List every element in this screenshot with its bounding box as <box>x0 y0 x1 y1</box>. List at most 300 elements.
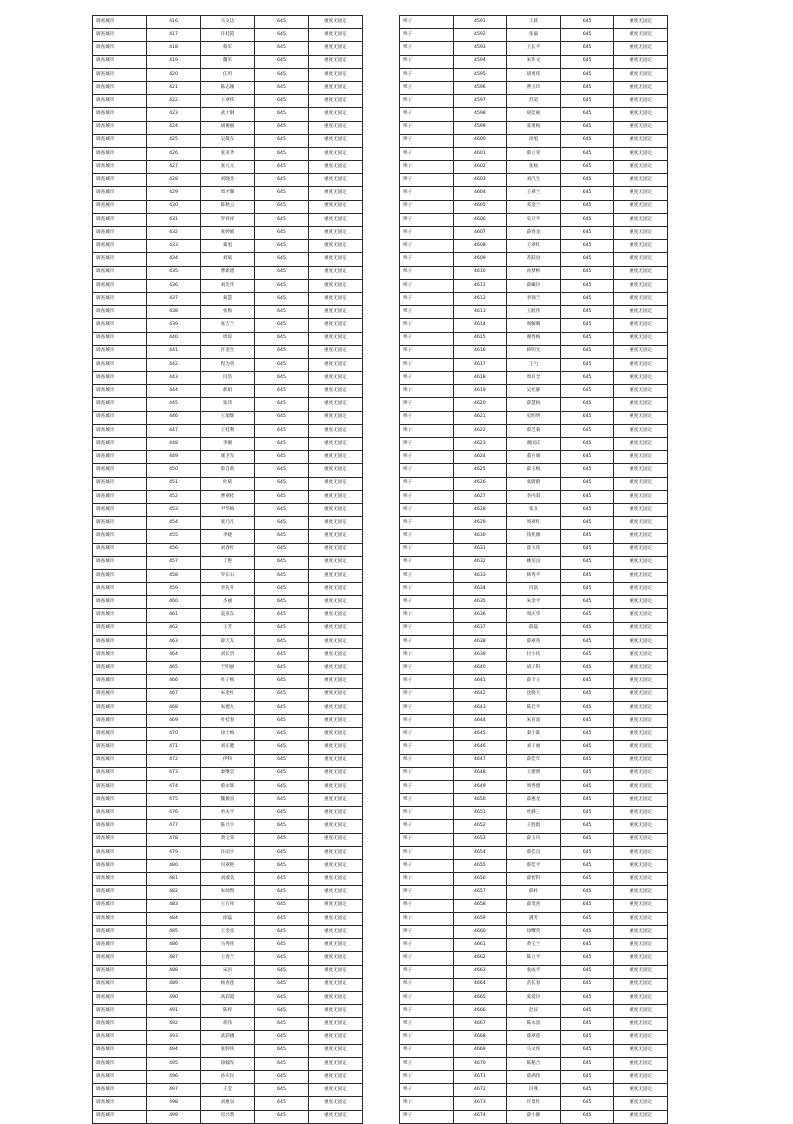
table-row <box>400 266 668 279</box>
region-cell: 调查城市 <box>93 991 147 1004</box>
region-cell: 埠子 <box>400 807 454 820</box>
amount-cell: 645 <box>255 95 309 108</box>
category-cell: 重度无固定 <box>614 1057 668 1070</box>
table-row <box>93 701 363 714</box>
category-cell: 重度无固定 <box>614 42 668 55</box>
table-row <box>93 68 363 81</box>
index-cell: 4636 <box>453 609 507 622</box>
index-cell: 4602 <box>453 161 507 174</box>
amount-cell: 645 <box>560 1110 614 1123</box>
name-cell: 王瑞辉 <box>201 411 255 424</box>
category-cell: 重度无固定 <box>309 1005 363 1018</box>
category-cell: 重度无固定 <box>309 714 363 727</box>
index-cell: 457 <box>147 556 201 569</box>
table-row <box>400 886 668 899</box>
table-row <box>400 649 668 662</box>
index-cell: 4637 <box>453 622 507 635</box>
index-cell: 4608 <box>453 240 507 253</box>
amount-cell: 645 <box>255 424 309 437</box>
amount-cell: 645 <box>560 108 614 121</box>
amount-cell: 645 <box>255 1018 309 1031</box>
region-cell: 埠子 <box>400 477 454 490</box>
category-cell: 重度无固定 <box>309 29 363 42</box>
category-cell: 重度无固定 <box>309 1097 363 1110</box>
name-cell: 刘汽生 <box>507 174 561 187</box>
region-cell: 埠子 <box>400 939 454 952</box>
name-cell: 周琼 <box>201 332 255 345</box>
category-cell: 重度无固定 <box>309 556 363 569</box>
category-cell: 重度无固定 <box>309 345 363 358</box>
table-row <box>93 121 363 134</box>
region-cell: 调查城市 <box>93 398 147 411</box>
table-row <box>400 517 668 530</box>
region-cell: 埠子 <box>400 372 454 385</box>
category-cell: 重度无固定 <box>309 543 363 556</box>
table-row <box>93 965 363 978</box>
index-cell: 4612 <box>453 292 507 305</box>
category-cell: 重度无固定 <box>309 68 363 81</box>
name-cell: 王桂利 <box>201 424 255 437</box>
amount-cell: 645 <box>560 411 614 424</box>
region-cell: 埠子 <box>400 649 454 662</box>
amount-cell: 645 <box>560 517 614 530</box>
amount-cell: 645 <box>255 147 309 160</box>
amount-cell: 645 <box>560 451 614 464</box>
amount-cell: 645 <box>255 240 309 253</box>
amount-cell: 645 <box>560 1044 614 1057</box>
index-cell: 4621 <box>453 411 507 424</box>
index-cell: 477 <box>147 820 201 833</box>
region-cell: 调查城市 <box>93 1097 147 1110</box>
category-cell: 重度无固定 <box>614 279 668 292</box>
amount-cell: 645 <box>560 754 614 767</box>
name-cell: 王万祥 <box>201 899 255 912</box>
amount-cell: 645 <box>560 477 614 490</box>
name-cell: 张玮 <box>201 398 255 411</box>
region-cell: 埠子 <box>400 530 454 543</box>
index-cell: 474 <box>147 780 201 793</box>
index-cell: 424 <box>147 121 201 134</box>
region-cell: 埠子 <box>400 187 454 200</box>
index-cell: 496 <box>147 1071 201 1084</box>
table-row <box>400 622 668 635</box>
region-cell: 调查城市 <box>93 55 147 68</box>
amount-cell: 645 <box>255 464 309 477</box>
category-cell: 重度无固定 <box>614 714 668 727</box>
amount-cell: 645 <box>560 227 614 240</box>
amount-cell: 645 <box>560 741 614 754</box>
category-cell: 重度无固定 <box>614 372 668 385</box>
amount-cell: 645 <box>255 939 309 952</box>
table-row <box>400 95 668 108</box>
table-row <box>400 807 668 820</box>
region-cell: 调查城市 <box>93 451 147 464</box>
amount-cell: 645 <box>255 385 309 398</box>
table-row <box>400 187 668 200</box>
category-cell: 重度无固定 <box>614 1031 668 1044</box>
index-cell: 4634 <box>453 583 507 596</box>
region-cell: 埠子 <box>400 306 454 319</box>
region-cell: 调查城市 <box>93 411 147 424</box>
amount-cell: 645 <box>255 649 309 662</box>
index-cell: 450 <box>147 464 201 477</box>
region-cell: 调查城市 <box>93 965 147 978</box>
category-cell: 重度无固定 <box>614 741 668 754</box>
amount-cell: 645 <box>255 332 309 345</box>
amount-cell: 645 <box>560 187 614 200</box>
table-row <box>93 398 363 411</box>
name-cell: 马秀侠 <box>201 939 255 952</box>
table-row <box>400 68 668 81</box>
table-row <box>93 240 363 253</box>
table-row <box>93 200 363 213</box>
amount-cell: 645 <box>560 490 614 503</box>
category-cell: 重度无固定 <box>614 688 668 701</box>
index-cell: 468 <box>147 701 201 714</box>
table-row <box>93 95 363 108</box>
table-row <box>93 622 363 635</box>
region-cell: 埠子 <box>400 688 454 701</box>
region-cell: 调查城市 <box>93 358 147 371</box>
table-row <box>93 741 363 754</box>
table-row <box>93 833 363 846</box>
name-cell: 刘春红 <box>201 543 255 556</box>
name-cell: 刘长贵 <box>201 649 255 662</box>
region-cell: 调查城市 <box>93 266 147 279</box>
table-row <box>400 1071 668 1084</box>
region-cell: 埠子 <box>400 108 454 121</box>
index-cell: 491 <box>147 1005 201 1018</box>
amount-cell: 645 <box>255 319 309 332</box>
region-cell: 调查城市 <box>93 16 147 29</box>
table-row <box>400 991 668 1004</box>
index-cell: 498 <box>147 1097 201 1110</box>
region-cell: 调查城市 <box>93 385 147 398</box>
table-row <box>400 794 668 807</box>
region-cell: 调查城市 <box>93 688 147 701</box>
index-cell: 4620 <box>453 398 507 411</box>
category-cell: 重度无固定 <box>614 675 668 688</box>
name-cell: 苏道 <box>507 95 561 108</box>
region-cell: 埠子 <box>400 29 454 42</box>
name-cell: 丁艳 <box>201 556 255 569</box>
region-cell: 调查城市 <box>93 939 147 952</box>
name-cell: 朱金红 <box>201 688 255 701</box>
index-cell: 488 <box>147 965 201 978</box>
name-cell: 李先升 <box>201 583 255 596</box>
region-cell: 埠子 <box>400 1031 454 1044</box>
name-cell: 叶桂春 <box>201 714 255 727</box>
name-cell: 孙庆民 <box>201 1071 255 1084</box>
index-cell: 490 <box>147 991 201 1004</box>
amount-cell: 645 <box>560 1031 614 1044</box>
region-cell: 调查城市 <box>93 978 147 991</box>
category-cell: 重度无固定 <box>309 240 363 253</box>
region-cell: 埠子 <box>400 1044 454 1057</box>
category-cell: 重度无固定 <box>614 16 668 29</box>
amount-cell: 645 <box>560 1057 614 1070</box>
index-cell: 4623 <box>453 438 507 451</box>
category-cell: 重度无固定 <box>614 807 668 820</box>
name-cell: 杨春莲 <box>201 978 255 991</box>
amount-cell: 645 <box>255 200 309 213</box>
category-cell: 重度无固定 <box>309 530 363 543</box>
name-cell: 袁亚东 <box>201 609 255 622</box>
name-cell: 徐曙英 <box>507 925 561 938</box>
index-cell: 4672 <box>453 1084 507 1097</box>
category-cell: 重度无固定 <box>614 81 668 94</box>
region-cell: 调查城市 <box>93 1031 147 1044</box>
index-cell: 493 <box>147 1031 201 1044</box>
category-cell: 重度无固定 <box>614 754 668 767</box>
table-row <box>400 253 668 266</box>
amount-cell: 645 <box>560 121 614 134</box>
region-cell: 埠子 <box>400 345 454 358</box>
index-cell: 4597 <box>453 95 507 108</box>
amount-cell: 645 <box>255 662 309 675</box>
name-cell: 尹华梅 <box>201 503 255 516</box>
index-cell: 4610 <box>453 266 507 279</box>
index-cell: 4665 <box>453 991 507 1004</box>
name-cell: 王长平 <box>507 42 561 55</box>
table-row <box>93 1005 363 1018</box>
name-cell: 曹玉玲 <box>507 81 561 94</box>
index-cell: 4629 <box>453 517 507 530</box>
amount-cell: 645 <box>560 899 614 912</box>
index-cell: 428 <box>147 174 201 187</box>
name-cell: 张蔚蔚 <box>507 477 561 490</box>
category-cell: 重度无固定 <box>614 1044 668 1057</box>
name-cell: 叶子梅 <box>201 675 255 688</box>
amount-cell: 645 <box>255 213 309 226</box>
index-cell: 4600 <box>453 134 507 147</box>
amount-cell: 645 <box>255 820 309 833</box>
name-cell: 薛惠龙 <box>507 794 561 807</box>
amount-cell: 645 <box>255 451 309 464</box>
index-cell: 4595 <box>453 68 507 81</box>
name-cell: 王翠红 <box>507 240 561 253</box>
table-row <box>400 398 668 411</box>
amount-cell: 645 <box>255 174 309 187</box>
region-cell: 埠子 <box>400 253 454 266</box>
category-cell: 重度无固定 <box>309 385 363 398</box>
region-cell: 埠子 <box>400 846 454 859</box>
category-cell: 重度无固定 <box>309 490 363 503</box>
amount-cell: 645 <box>560 794 614 807</box>
amount-cell: 645 <box>255 1110 309 1123</box>
name-cell: 薛翠英 <box>507 635 561 648</box>
region-cell: 埠子 <box>400 860 454 873</box>
amount-cell: 645 <box>560 464 614 477</box>
name-cell: 陈志刚 <box>201 81 255 94</box>
category-cell: 重度无固定 <box>309 675 363 688</box>
name-cell: 胡子科 <box>507 662 561 675</box>
region-cell: 埠子 <box>400 517 454 530</box>
region-cell: 埠子 <box>400 411 454 424</box>
name-cell: 刘淑美 <box>201 873 255 886</box>
index-cell: 484 <box>147 912 201 925</box>
category-cell: 重度无固定 <box>309 780 363 793</box>
amount-cell: 645 <box>560 213 614 226</box>
category-cell: 重度无固定 <box>614 1097 668 1110</box>
amount-cell: 645 <box>255 714 309 727</box>
category-cell: 重度无固定 <box>614 952 668 965</box>
table-row <box>93 1044 363 1057</box>
amount-cell: 645 <box>255 134 309 147</box>
name-cell: 蔡佳平 <box>507 860 561 873</box>
name-cell: 马文达 <box>201 16 255 29</box>
index-cell: 427 <box>147 161 201 174</box>
region-cell: 埠子 <box>400 292 454 305</box>
category-cell: 重度无固定 <box>309 438 363 451</box>
category-cell: 重度无固定 <box>614 174 668 187</box>
category-cell: 重度无固定 <box>309 253 363 266</box>
region-cell: 埠子 <box>400 200 454 213</box>
region-cell: 调查城市 <box>93 253 147 266</box>
table-row <box>400 358 668 371</box>
table-row <box>400 42 668 55</box>
table-row <box>400 134 668 147</box>
index-cell: 4614 <box>453 319 507 332</box>
name-cell: 刘晓杰 <box>201 174 255 187</box>
amount-cell: 645 <box>560 292 614 305</box>
amount-cell: 645 <box>255 952 309 965</box>
category-cell: 重度无固定 <box>614 200 668 213</box>
category-cell: 重度无固定 <box>309 187 363 200</box>
region-cell: 埠子 <box>400 398 454 411</box>
index-cell: 4633 <box>453 569 507 582</box>
category-cell: 重度无固定 <box>614 1084 668 1097</box>
category-cell: 重度无固定 <box>614 622 668 635</box>
name-cell: 周翠红 <box>507 517 561 530</box>
table-row <box>400 385 668 398</box>
table-row <box>400 503 668 516</box>
amount-cell: 645 <box>560 543 614 556</box>
index-cell: 4596 <box>453 81 507 94</box>
region-cell: 调查城市 <box>93 438 147 451</box>
name-cell: 赵艮 <box>507 1005 561 1018</box>
table-row <box>93 147 363 160</box>
amount-cell: 645 <box>255 991 309 1004</box>
amount-cell: 645 <box>255 846 309 859</box>
index-cell: 472 <box>147 754 201 767</box>
index-cell: 439 <box>147 319 201 332</box>
region-cell: 调查城市 <box>93 332 147 345</box>
table-row <box>93 569 363 582</box>
table-row <box>93 794 363 807</box>
name-cell: 张梅 <box>201 306 255 319</box>
index-cell: 446 <box>147 411 201 424</box>
amount-cell: 645 <box>560 345 614 358</box>
category-cell: 重度无固定 <box>309 266 363 279</box>
region-cell: 调查城市 <box>93 1005 147 1018</box>
category-cell: 重度无固定 <box>309 886 363 899</box>
index-cell: 4625 <box>453 464 507 477</box>
table-row <box>400 200 668 213</box>
region-cell: 埠子 <box>400 596 454 609</box>
amount-cell: 645 <box>255 503 309 516</box>
name-cell: 许景红 <box>507 1097 561 1110</box>
name-cell: 张元元 <box>201 161 255 174</box>
name-cell: 张亚齐 <box>201 147 255 160</box>
table-row <box>400 227 668 240</box>
name-cell: 郝娟 <box>201 385 255 398</box>
amount-cell: 645 <box>255 622 309 635</box>
index-cell: 4631 <box>453 543 507 556</box>
name-cell: 葛旭 <box>201 240 255 253</box>
category-cell: 重度无固定 <box>614 451 668 464</box>
index-cell: 4669 <box>453 1044 507 1057</box>
name-cell: 王春兰 <box>201 952 255 965</box>
index-cell: 436 <box>147 279 201 292</box>
name-cell: 周才顺 <box>201 187 255 200</box>
index-cell: 438 <box>147 306 201 319</box>
table-row <box>93 385 363 398</box>
index-cell: 452 <box>147 490 201 503</box>
region-cell: 埠子 <box>400 490 454 503</box>
table-row <box>93 728 363 741</box>
region-cell: 埠子 <box>400 81 454 94</box>
name-cell: 曹翠桂 <box>201 490 255 503</box>
category-cell: 重度无固定 <box>614 385 668 398</box>
table-row <box>400 438 668 451</box>
name-cell: 韩明光 <box>507 345 561 358</box>
index-cell: 421 <box>147 81 201 94</box>
index-cell: 440 <box>147 332 201 345</box>
index-cell: 4622 <box>453 424 507 437</box>
region-cell: 埠子 <box>400 1084 454 1097</box>
category-cell: 重度无固定 <box>614 490 668 503</box>
region-cell: 调查城市 <box>93 424 147 437</box>
index-cell: 448 <box>147 438 201 451</box>
name-cell: 刘惠泉 <box>201 1097 255 1110</box>
index-cell: 469 <box>147 714 201 727</box>
table-row <box>93 583 363 596</box>
region-cell: 调查城市 <box>93 675 147 688</box>
amount-cell: 645 <box>255 530 309 543</box>
name-cell: 张毅 <box>507 29 561 42</box>
category-cell: 重度无固定 <box>614 543 668 556</box>
index-cell: 4643 <box>453 701 507 714</box>
table-row <box>93 939 363 952</box>
table-row <box>93 886 363 899</box>
amount-cell: 645 <box>560 1097 614 1110</box>
name-cell: 高彩霞 <box>201 991 255 1004</box>
name-cell: 蔡佳良 <box>507 846 561 859</box>
amount-cell: 645 <box>255 121 309 134</box>
name-cell: 薛满伟 <box>507 1071 561 1084</box>
category-cell: 重度无固定 <box>309 55 363 68</box>
name-cell: 薛慧杨 <box>507 398 561 411</box>
category-cell: 重度无固定 <box>309 81 363 94</box>
name-cell: 蒋伟 <box>201 1018 255 1031</box>
region-cell: 埠子 <box>400 1097 454 1110</box>
region-cell: 调查城市 <box>93 81 147 94</box>
region-cell: 调查城市 <box>93 952 147 965</box>
amount-cell: 645 <box>560 728 614 741</box>
name-cell: 蔡立荣 <box>507 147 561 160</box>
name-cell: 孙梦彬 <box>507 266 561 279</box>
index-cell: 479 <box>147 846 201 859</box>
index-cell: 4656 <box>453 873 507 886</box>
amount-cell: 645 <box>560 714 614 727</box>
category-cell: 重度无固定 <box>309 161 363 174</box>
index-cell: 4603 <box>453 174 507 187</box>
category-cell: 重度无固定 <box>614 358 668 371</box>
category-cell: 重度无固定 <box>614 147 668 160</box>
name-cell: 薛玉玲 <box>507 833 561 846</box>
index-cell: 4628 <box>453 503 507 516</box>
